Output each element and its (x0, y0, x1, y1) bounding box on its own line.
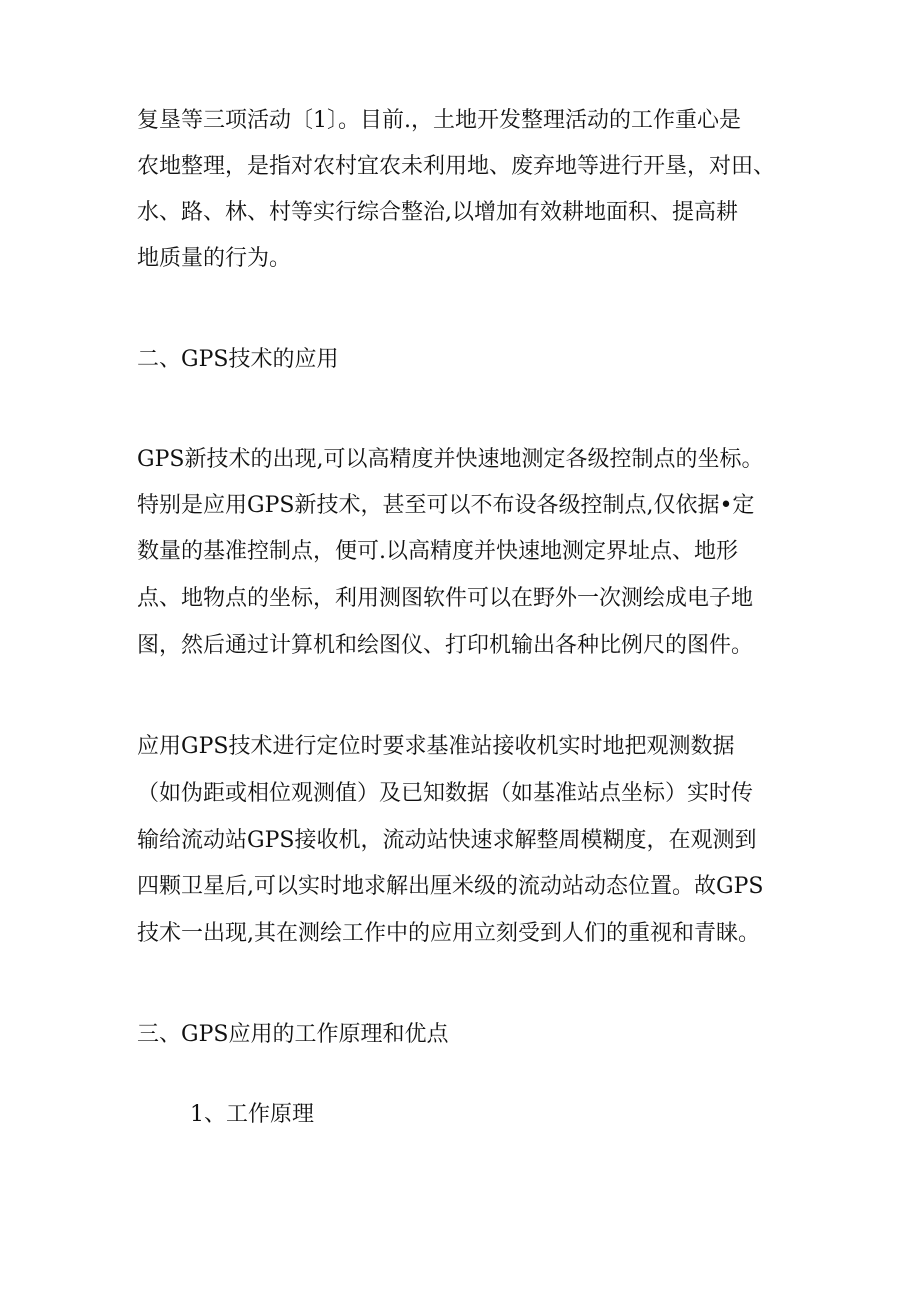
paragraph-line: 四颗卫星后,可以实时地求解出厘米级的流动站动态位置。故GPS (137, 874, 764, 899)
subsection-heading: 1、工作原理 (190, 1102, 314, 1127)
paragraph-line: 应用GPS技术进行定位时要求基准站接收机实时地把观测数据 (137, 734, 735, 759)
paragraph-line: 点、地物点的坐标，利用测图软件可以在野外一次测绘成电子地 (137, 586, 754, 611)
paragraph-line: 数量的基准控制点，便可.以高精度并快速地测定界址点、地形 (137, 539, 738, 564)
paragraph-line: GPS新技术的出现,可以高精度并快速地测定各级控制点的坐标。 (137, 447, 764, 472)
paragraph-line: 农地整理，是指对农村宜农未利用地、废弃地等进行开垦，对田、 (137, 154, 776, 179)
paragraph-line: 技术一出现,其在测绘工作中的应用立刻受到人们的重视和青睐。 (137, 921, 760, 946)
paragraph-line: 水、路、林、村等实行综合整治,以增加有效耕地面积、提高耕 (137, 200, 738, 225)
section-heading: 三、GPS应用的工作原理和优点 (137, 1022, 449, 1047)
paragraph-line: 输给流动站GPS接收机，流动站快速求解整周模糊度，在观测到 (137, 828, 757, 853)
paragraph-line: 复垦等三项活动〔1〕。目前.，土地开发整理活动的工作重心是 (137, 108, 741, 133)
section-heading: 二、GPS技术的应用 (137, 347, 339, 372)
paragraph-line: 地质量的行为。 (137, 246, 292, 271)
paragraph-line: 特别是应用GPS新技术，甚至可以不布设各级控制点,仅依据•定 (137, 493, 755, 518)
paragraph-line: （如伪距或相位观测值）及已知数据（如基准站点坐标）实时传 (137, 781, 754, 806)
paragraph-line: 图，然后通过计算机和绘图仪、打印机输出各种比例尺的图件。 (137, 633, 754, 658)
